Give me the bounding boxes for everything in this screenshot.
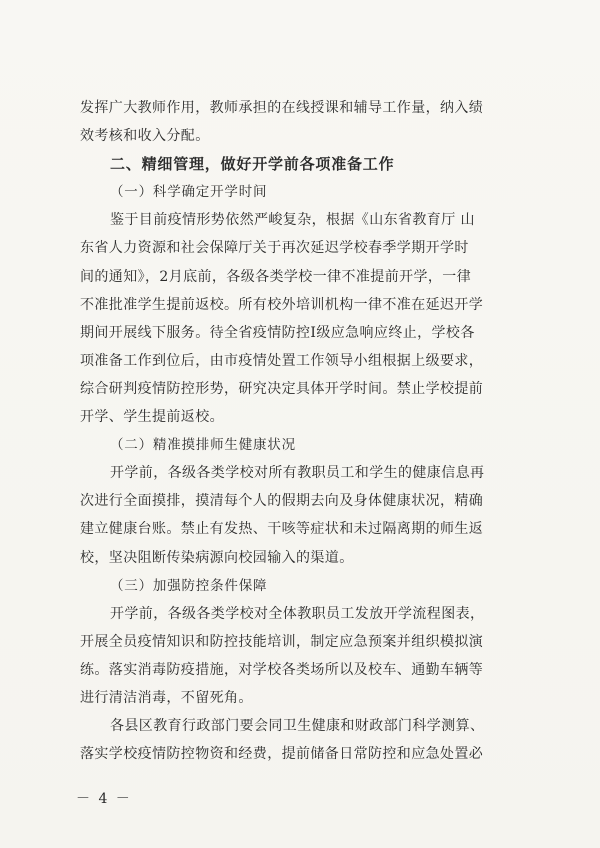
paragraph-line: 次进行全面摸排，摸清每个人的假期去向及身体健康状况，精确 <box>80 493 484 510</box>
paragraph-line: 建立健康台账。禁止有发热、干咳等症状和未过隔离期的师生返 <box>80 521 484 538</box>
paragraph-line: 各县区教育行政部门要会同卫生健康和财政部门科学测算、 <box>110 718 485 735</box>
paragraph-line: 综合研判疫情防控形势，研究决定具体开学时间。禁止学校提前 <box>80 380 484 397</box>
paragraph-line: 校，坚决阻断传染病源向校园输入的渠道。 <box>80 549 354 566</box>
paragraph-line: 鉴于目前疫情形势依然严峻复杂，根据《山东省教育厅 山 <box>110 212 475 229</box>
paragraph-line: 落实学校疫情防控物资和经费，提前储备日常防控和应急处置必 <box>80 746 484 763</box>
paragraph-line: 练。落实消毒防疫措施，对学校各类场所以及校车、通勤车辆等 <box>80 661 484 678</box>
paragraph-line: 进行清洁消毒，不留死角。 <box>80 689 253 706</box>
paragraph-line: 开展全员疫情知识和防控技能培训，制定应急预案并组织模拟演 <box>80 633 484 650</box>
paragraph-line: 项准备工作到位后，由市疫情处置工作领导小组根据上级要求， <box>80 352 484 369</box>
paragraph-line: 开学前，各级各类学校对全体教职员工发放开学流程图表， <box>110 605 485 622</box>
section-heading: 二、精细管理，做好开学前各项准备工作 <box>110 155 395 174</box>
page-number: － 4 － <box>76 791 132 807</box>
paragraph-line: 开学前，各级各类学校对所有教职员工和学生的健康信息再 <box>110 465 485 482</box>
document-body <box>80 94 518 768</box>
subsection-heading: （二）精准摸排师生健康状况 <box>110 437 296 454</box>
paragraph-line: 不准批准学生提前返校。所有校外培训机构一律不准在延迟开学 <box>80 296 484 313</box>
paragraph-line: 开学、学生提前返校。 <box>80 409 224 426</box>
paragraph-line: 间的通知》，2月底前，各级各类学校一律不准提前开学，一律 <box>80 268 472 285</box>
paragraph-line: 发挥广大教师作用，教师承担的在线授课和辅导工作量，纳入绩 <box>80 100 484 116</box>
paragraph-line: 东省人力资源和社会保障厅关于再次延迟学校春季学期开学时 <box>80 240 469 257</box>
subsection-heading: （一）科学确定开学时间 <box>110 184 268 201</box>
paragraph-line: 效考核和收入分配。 <box>80 128 210 145</box>
paragraph-line: 期间开展线下服务。待全省疫情防控Ⅰ级应急响应终止，学校各 <box>80 324 475 341</box>
subsection-heading: （三）加强防控条件保障 <box>110 577 268 594</box>
